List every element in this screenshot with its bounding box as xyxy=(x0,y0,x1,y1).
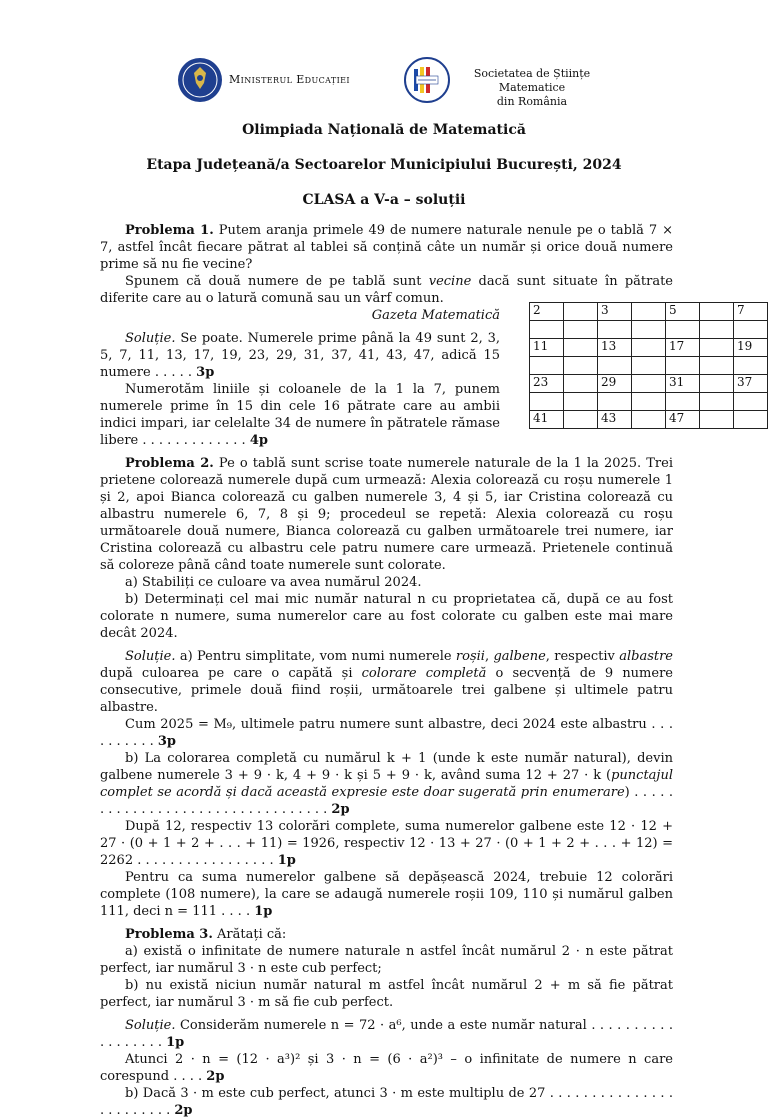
problem-2-question-b: b) Determinați cel mai mic număr natural n cu proprietatea că, după ce au fost colorate n numere, suma numerelor care au fost colorate cu galben este mai mare decât 2024. xyxy=(100,592,673,641)
solution-text: b) Dacă 3 · m este cub perfect, atunci 3 · m este multiplu de 27 xyxy=(125,1086,546,1101)
ssmr-name-line1: Societatea de Științe Matematice xyxy=(473,67,591,94)
grid-cell xyxy=(734,411,768,429)
grid-cell xyxy=(700,321,734,339)
grid-cell: 41 xyxy=(530,411,564,429)
points-badge: 2p xyxy=(174,1103,193,1118)
stage-title: Etapa Județeană/a Sectoarelor Municipiului București, 2024 xyxy=(146,157,622,173)
grid-cell: 7 xyxy=(734,303,768,321)
problem-2-question-a: a) Stabiliți ce culoare va avea numărul 2024. xyxy=(125,575,422,590)
solution-text: Cum 2025 = M₉, ultimele patru numere sunt albastre, deci 2024 este albastru xyxy=(125,717,647,732)
points-badge: 2p xyxy=(331,802,350,817)
grading-note: punctajul complet se acordă și dacă această expresie este doar sugerată prin enumerare xyxy=(100,768,673,800)
solution-text: Considerăm numerele n = 72 · a⁶, unde a este număr natural xyxy=(179,1018,587,1033)
solution-label: Soluție. xyxy=(125,649,176,664)
problem-2-solution-b: b) La colorarea completă cu numărul k + 1 (unde k este număr natural), devin galbene numerele 3 + 9 · k, 4 + 9 · k și 5 + 9 · k, având suma 12 + 27 · k (punctajul complet se acordă și dacă această expresie este doar sugerată prin enumerare) . . . . . . . . . . . . . . . . . . . . . . . . . . . . . . . . . 2p xyxy=(100,751,674,817)
term-yellow: galbene xyxy=(493,649,546,664)
solution-text: Pentru ca suma numerelor galbene să depășească 2024, trebuie 12 colorări complete (108 numere), la care se adaugă numerele roșii 109, 110 și numărul galben 111, deci n = 111 xyxy=(100,870,673,919)
term-blue: albastre xyxy=(619,649,674,664)
grid-cell: 23 xyxy=(530,375,564,393)
grid-cell xyxy=(700,375,734,393)
ssmr-name-line2: din România xyxy=(496,95,568,108)
grid-cell: 43 xyxy=(598,411,632,429)
term-complete-coloring: colorare completă xyxy=(361,666,487,681)
solution-text: Se poate. Numerele prime până la 49 sunt 2, 3, 5, 7, 11, 13, 17, 19, 23, 29, 31, 37, 41, 43, 47, adică 15 numere xyxy=(100,331,500,380)
solution-text: Atunci 2 · n = (12 · a³)² și 3 · n = (6 · a²)³ – o infinitate de numere n care corespund xyxy=(100,1052,673,1084)
grid-cell: 37 xyxy=(734,375,768,393)
grid-cell xyxy=(734,357,768,375)
ministry-name: Ministerul Educației xyxy=(229,73,350,86)
problem-2-text: Pe o tablă sunt scrise toate numerele naturale de la 1 la 2025. Trei prietene colorează numerele după cum urmează: Alexia colorează cu roșu numerele 1 și 2, apoi Bianca colorează cu galben numerele 3, 4 și 5, iar Cristina colorează cu albastru numerele 6, 7, 8 și 9; procedeul se repetă: Alexia colorează cu roșu următoarele două numere, Bianca colorează cu galben următoarele trei numere, iar Cristina colorează cu albastru cele patru numere care urmează. Prietenele continuă să coloreze până când toate numerele sunt colorate. xyxy=(100,456,674,573)
solution-text: Numerotăm liniile și coloanele de la 1 la 7, punem numerele prime în 15 din cele 16 pătrate care au ambii indici impari, iar celelalte 34 de numere în pătratele rămase libere xyxy=(100,382,500,448)
solution-label: Soluție. xyxy=(125,331,176,346)
term-red: roșii xyxy=(455,649,485,664)
points-badge: 2p xyxy=(206,1069,225,1084)
solution-text: b) La colorarea completă cu numărul k + 1 (unde k este număr natural), devin galbene numerele 3 + 9 · k, 4 + 9 · k și 5 + 9 · k, având suma 12 + 27 · k ( xyxy=(100,751,673,783)
problem-1-statement xyxy=(100,222,673,273)
problem-3-statement xyxy=(100,926,673,943)
grid-cell: 17 xyxy=(666,339,700,357)
grid-cell: 5 xyxy=(666,303,700,321)
grid-cell: 11 xyxy=(530,339,564,357)
problem-2-solution-c: După 12, respectiv 13 colorări complete, suma numerelor galbene este 12 · 12 + 27 · (0 + 1 + 2 + . . . + 11) = 1926, respectiv 12 · 13 + 27 · (0 + 1 + 2 + . . . + 12) = 2262 . . . . . . . . . . . . . . . . . 1p xyxy=(100,819,673,868)
problem-3-question-a: a) există o infinitate de numere naturale n astfel încât numărul 2 · n este pătrat perfect, iar numărul 3 · n este cub perfect; xyxy=(100,944,673,976)
grid-cell: 19 xyxy=(734,339,768,357)
points-badge: 1p xyxy=(277,853,296,868)
points-badge: 1p xyxy=(166,1035,185,1050)
definition-text-b: dacă sunt situate în pătrate diferite care au o latură comună sau un vârf comun. xyxy=(100,274,674,306)
solution-label: Soluție. xyxy=(125,1018,176,1033)
grid-cell xyxy=(700,339,734,357)
problem-2-solution-cum: Cum 2025 = M₉, ultimele patru numere sunt albastre, deci 2024 este albastru . . . . . . . . . . 3p xyxy=(100,717,674,749)
problem-2-label: Problema 2. xyxy=(125,456,214,471)
ssmr-gazeta-matematica-logo-icon xyxy=(404,57,450,103)
grid-cell xyxy=(734,393,768,411)
points-badge: 4p xyxy=(249,433,268,448)
problem-1-text: Putem aranja primele 49 de numere naturale nenule pe o tablă 7 × 7, astfel încât fiecare pătrat al tablei să conțină câte un număr și orice două numere prime să nu fie vecine? xyxy=(100,223,674,272)
problem-3-solution-2: Atunci 2 · n = (12 · a³)² și 3 · n = (6 · a²)³ – o infinitate de numere n care corespund . . . . 2p xyxy=(100,1052,673,1084)
problem-3-solution-1: Soluție. Considerăm numerele n = 72 · a⁶, unde a este număr natural . . . . . . . . . . . . . . . . . . 1p xyxy=(100,1018,673,1050)
grid-cell xyxy=(700,303,734,321)
solution-text: o secvență de 9 numere consecutive, primele două fiind roșii, următoarele trei galbene și ultimele patru albastre. xyxy=(100,666,673,715)
grid-cell: 29 xyxy=(598,375,632,393)
class-title: CLASA a V-a – soluții xyxy=(302,192,466,208)
olympiad-title: Olimpiada Națională de Matematică xyxy=(242,122,526,138)
solution-text: după culoarea pe care o capătă și xyxy=(100,666,362,681)
grid-cell xyxy=(734,321,768,339)
grid-cell: 47 xyxy=(666,411,700,429)
problem-3-question-b: b) nu există niciun număr natural m astfel încât numărul 2 + m să fie pătrat perfect, iar numărul 3 · m să fie cub perfect. xyxy=(100,978,673,1010)
solution-text: a) Pentru simplitate, vom numi numerele xyxy=(179,649,456,664)
grid-cell: 2 xyxy=(530,303,564,321)
problem-1-solution-2: Numerotăm liniile și coloanele de la 1 la 7, punem numerele prime în 15 din cele 16 pătrate care au ambii indici impari, iar celelalte 34 de numere în pătratele rămase libere . . . . . . . . . . . . . 4p xyxy=(100,382,500,448)
problem-3-solution-3: b) Dacă 3 · m este cub perfect, atunci 3 · m este multiplu de 27 . . . . . . . . . . . . . . . . . . . . . . . . 2p xyxy=(100,1086,673,1118)
problem-3-label: Problema 3. xyxy=(125,927,213,942)
problem-3-text: Arătați că: xyxy=(217,927,287,942)
grid-cell: 3 xyxy=(598,303,632,321)
problem-2-solution-d: Pentru ca suma numerelor galbene să depășească 2024, trebuie 12 colorări complete (108 numere), la care se adaugă numerele roșii 109, 110 și numărul galben 111, deci n = 111 . . . . 1p xyxy=(100,870,673,919)
grid-cell: 31 xyxy=(666,375,700,393)
ssmr-name xyxy=(452,67,612,109)
grid-cell xyxy=(700,393,734,411)
problem-1-solution: Soluție. Se poate. Numerele prime până la 49 sunt 2, 3, 5, 7, 11, 13, 17, 19, 23, 29, 31, 37, 41, 43, 47, adică 15 numere . . . . . 3p xyxy=(100,331,500,380)
document-body xyxy=(100,222,673,1119)
points-badge: 3p xyxy=(196,365,215,380)
solution-text: După 12, respectiv 13 colorări complete, suma numerelor galbene este 12 · 12 + 27 · (0 + 1 + 2 + . . . + 11) = 1926, respectiv 12 · 13 + 27 · (0 + 1 + 2 + . . . + 12) = 2262 xyxy=(100,819,673,868)
problem-1-label: Problema 1. xyxy=(125,223,214,238)
grid-cell: 13 xyxy=(598,339,632,357)
points-badge: 1p xyxy=(254,904,273,919)
points-badge: 3p xyxy=(157,734,176,749)
ministry-seal-icon xyxy=(177,57,223,103)
problem-2-statement xyxy=(100,455,673,574)
grid-cell xyxy=(700,411,734,429)
problem-1-source: Gazeta Matematică xyxy=(371,308,500,323)
definition-text-a: Spunem că două numere de pe tablă sunt xyxy=(125,274,429,289)
problem-1-definition xyxy=(100,273,673,307)
solution-text: , respectiv xyxy=(545,649,620,664)
problem-2-solution-a: Soluție. a) Pentru simplitate, vom numi numerele roșii, galbene, respectiv albastre după culoarea pe care o capătă și colorare completă o secvență de 9 numere consecutive, primele două fiind roșii, următoarele trei galbene și ultimele patru albastre. xyxy=(100,649,674,715)
solution-text: ) xyxy=(624,785,630,800)
grid-cell xyxy=(700,357,734,375)
definition-term: vecine xyxy=(428,274,472,289)
